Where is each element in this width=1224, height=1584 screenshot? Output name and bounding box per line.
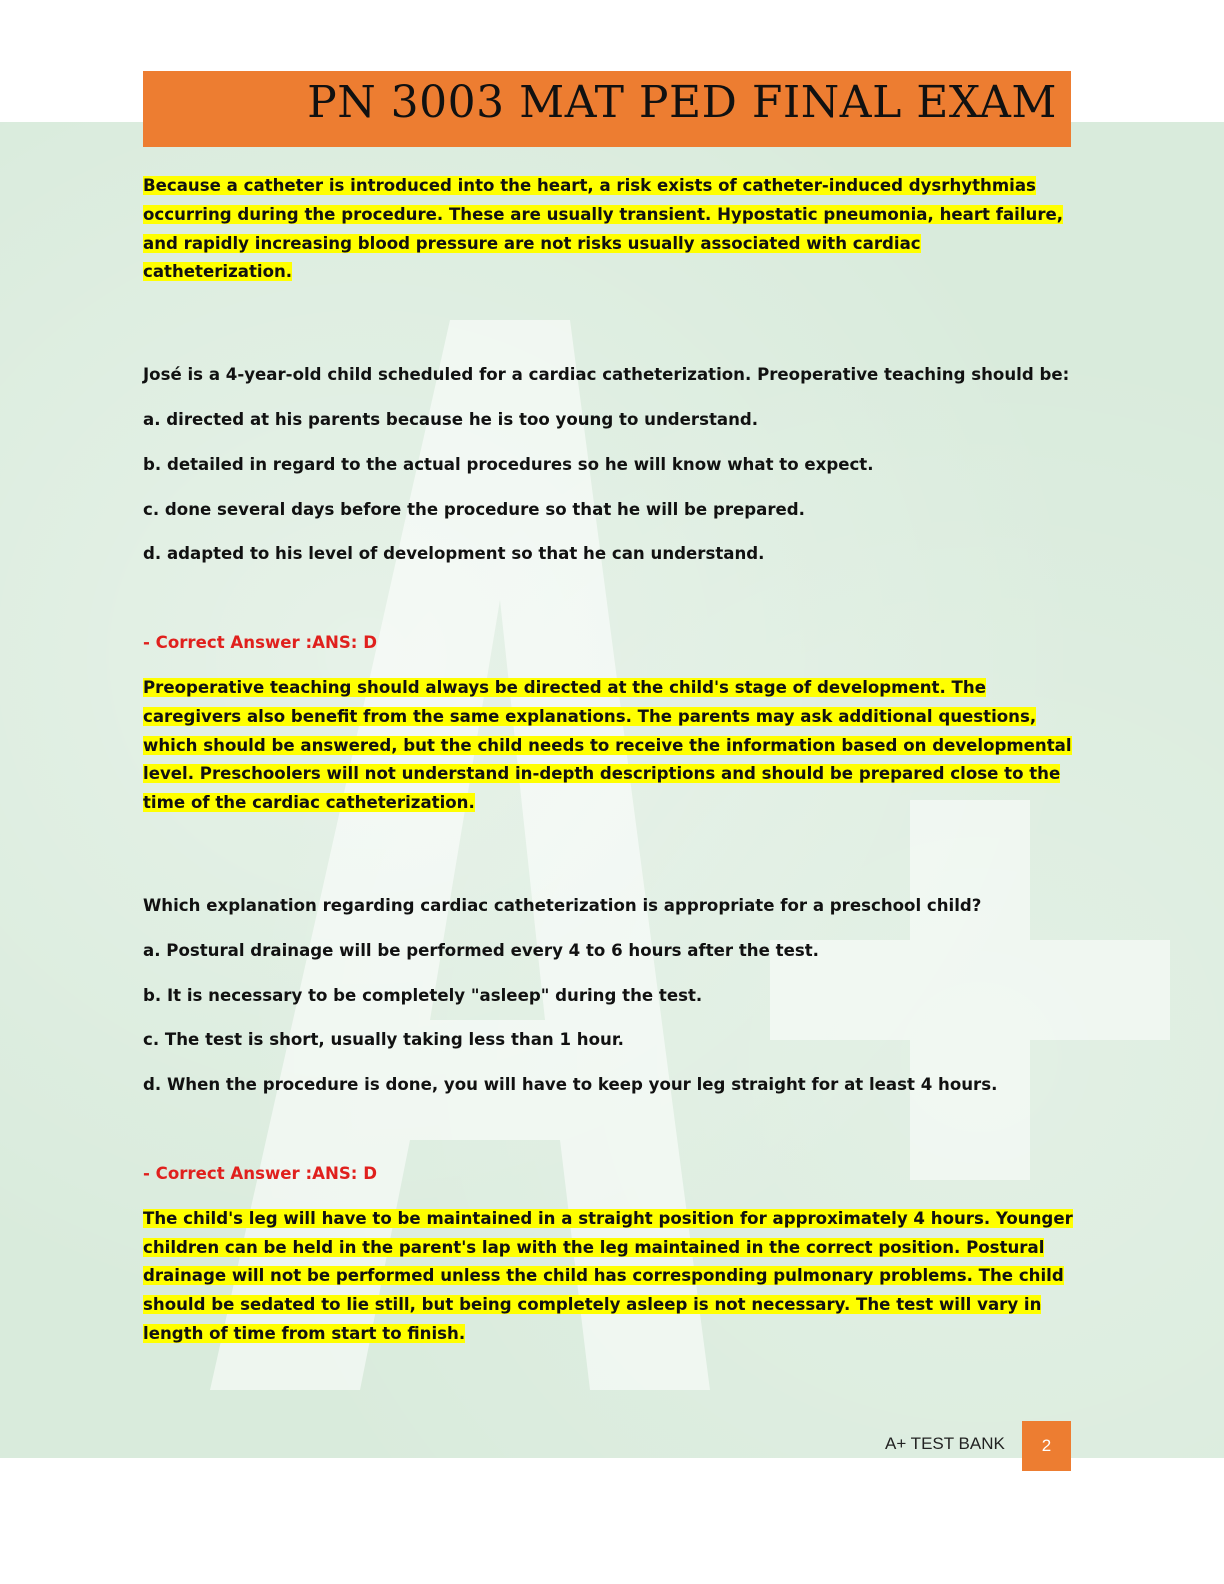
highlighted-text: Preoperative teaching should always be directed at the child's stage of development. The caregivers also benefit from the same explanations. The parents may ask additional questions, which should be answered, but the child needs to receive the information based on developmental level. Preschoolers will not understand in-depth descriptions and should be prepared close to the time of the cardiac catheterization. xyxy=(143,677,1072,813)
page-number: 2 xyxy=(1022,1421,1071,1471)
question-1-correct-answer: - Correct Answer :ANS: D xyxy=(143,633,377,653)
document-body xyxy=(143,172,1073,1349)
question-1-explanation xyxy=(143,674,1073,818)
question-1: José is a 4-year-old child scheduled for a cardiac catheterization. Preoperative teaching should be: xyxy=(143,365,1070,385)
highlighted-text: Because a catheter is introduced into the heart, a risk exists of catheter-induced dysrhythmias occurring during the procedure. These are usually transient. Hypostatic pneumonia, heart failure, and rapidly increasing blood pressure are not risks usually associated with cardiac catheterization. xyxy=(143,176,1064,282)
question-2-correct-answer: - Correct Answer :ANS: D xyxy=(143,1163,377,1183)
question-2: Which explanation regarding cardiac catheterization is appropriate for a preschool child? xyxy=(143,895,982,915)
question-1-option-d: d. adapted to his level of development so that he can understand. xyxy=(143,544,765,564)
intro-explanation xyxy=(143,172,1073,287)
question-2-option-b: b. It is necessary to be completely "asleep" during the test. xyxy=(143,985,703,1005)
footer-label: A+ TEST BANK xyxy=(885,1434,1005,1453)
question-2-option-a: a. Postural drainage will be performed every 4 to 6 hours after the test. xyxy=(143,940,819,960)
question-1-option-a: a. directed at his parents because he is too young to understand. xyxy=(143,409,759,429)
question-2-option-d: d. When the procedure is done, you will have to keep your leg straight for at least 4 hours. xyxy=(143,1075,998,1095)
header-bar xyxy=(143,71,1071,147)
highlighted-text: The child's leg will have to be maintained in a straight position for approximately 4 hours. Younger children can be held in the parent's lap with the leg maintained in the correct position. Postural drainage will not be performed unless the child has corresponding pulmonary problems. The child should be sedated to lie still, but being completely asleep is not necessary. The test will vary in length of time from start to finish. xyxy=(143,1208,1073,1343)
question-2-explanation xyxy=(143,1205,1073,1349)
question-1-option-b: b. detailed in regard to the actual procedures so he will know what to expect. xyxy=(143,454,874,474)
question-2-option-c: c. The test is short, usually taking less than 1 hour. xyxy=(143,1030,624,1050)
document-title: PN 3003 MAT PED FINAL EXAM xyxy=(307,77,1057,128)
question-1-option-c: c. done several days before the procedure so that he will be prepared. xyxy=(143,499,805,519)
